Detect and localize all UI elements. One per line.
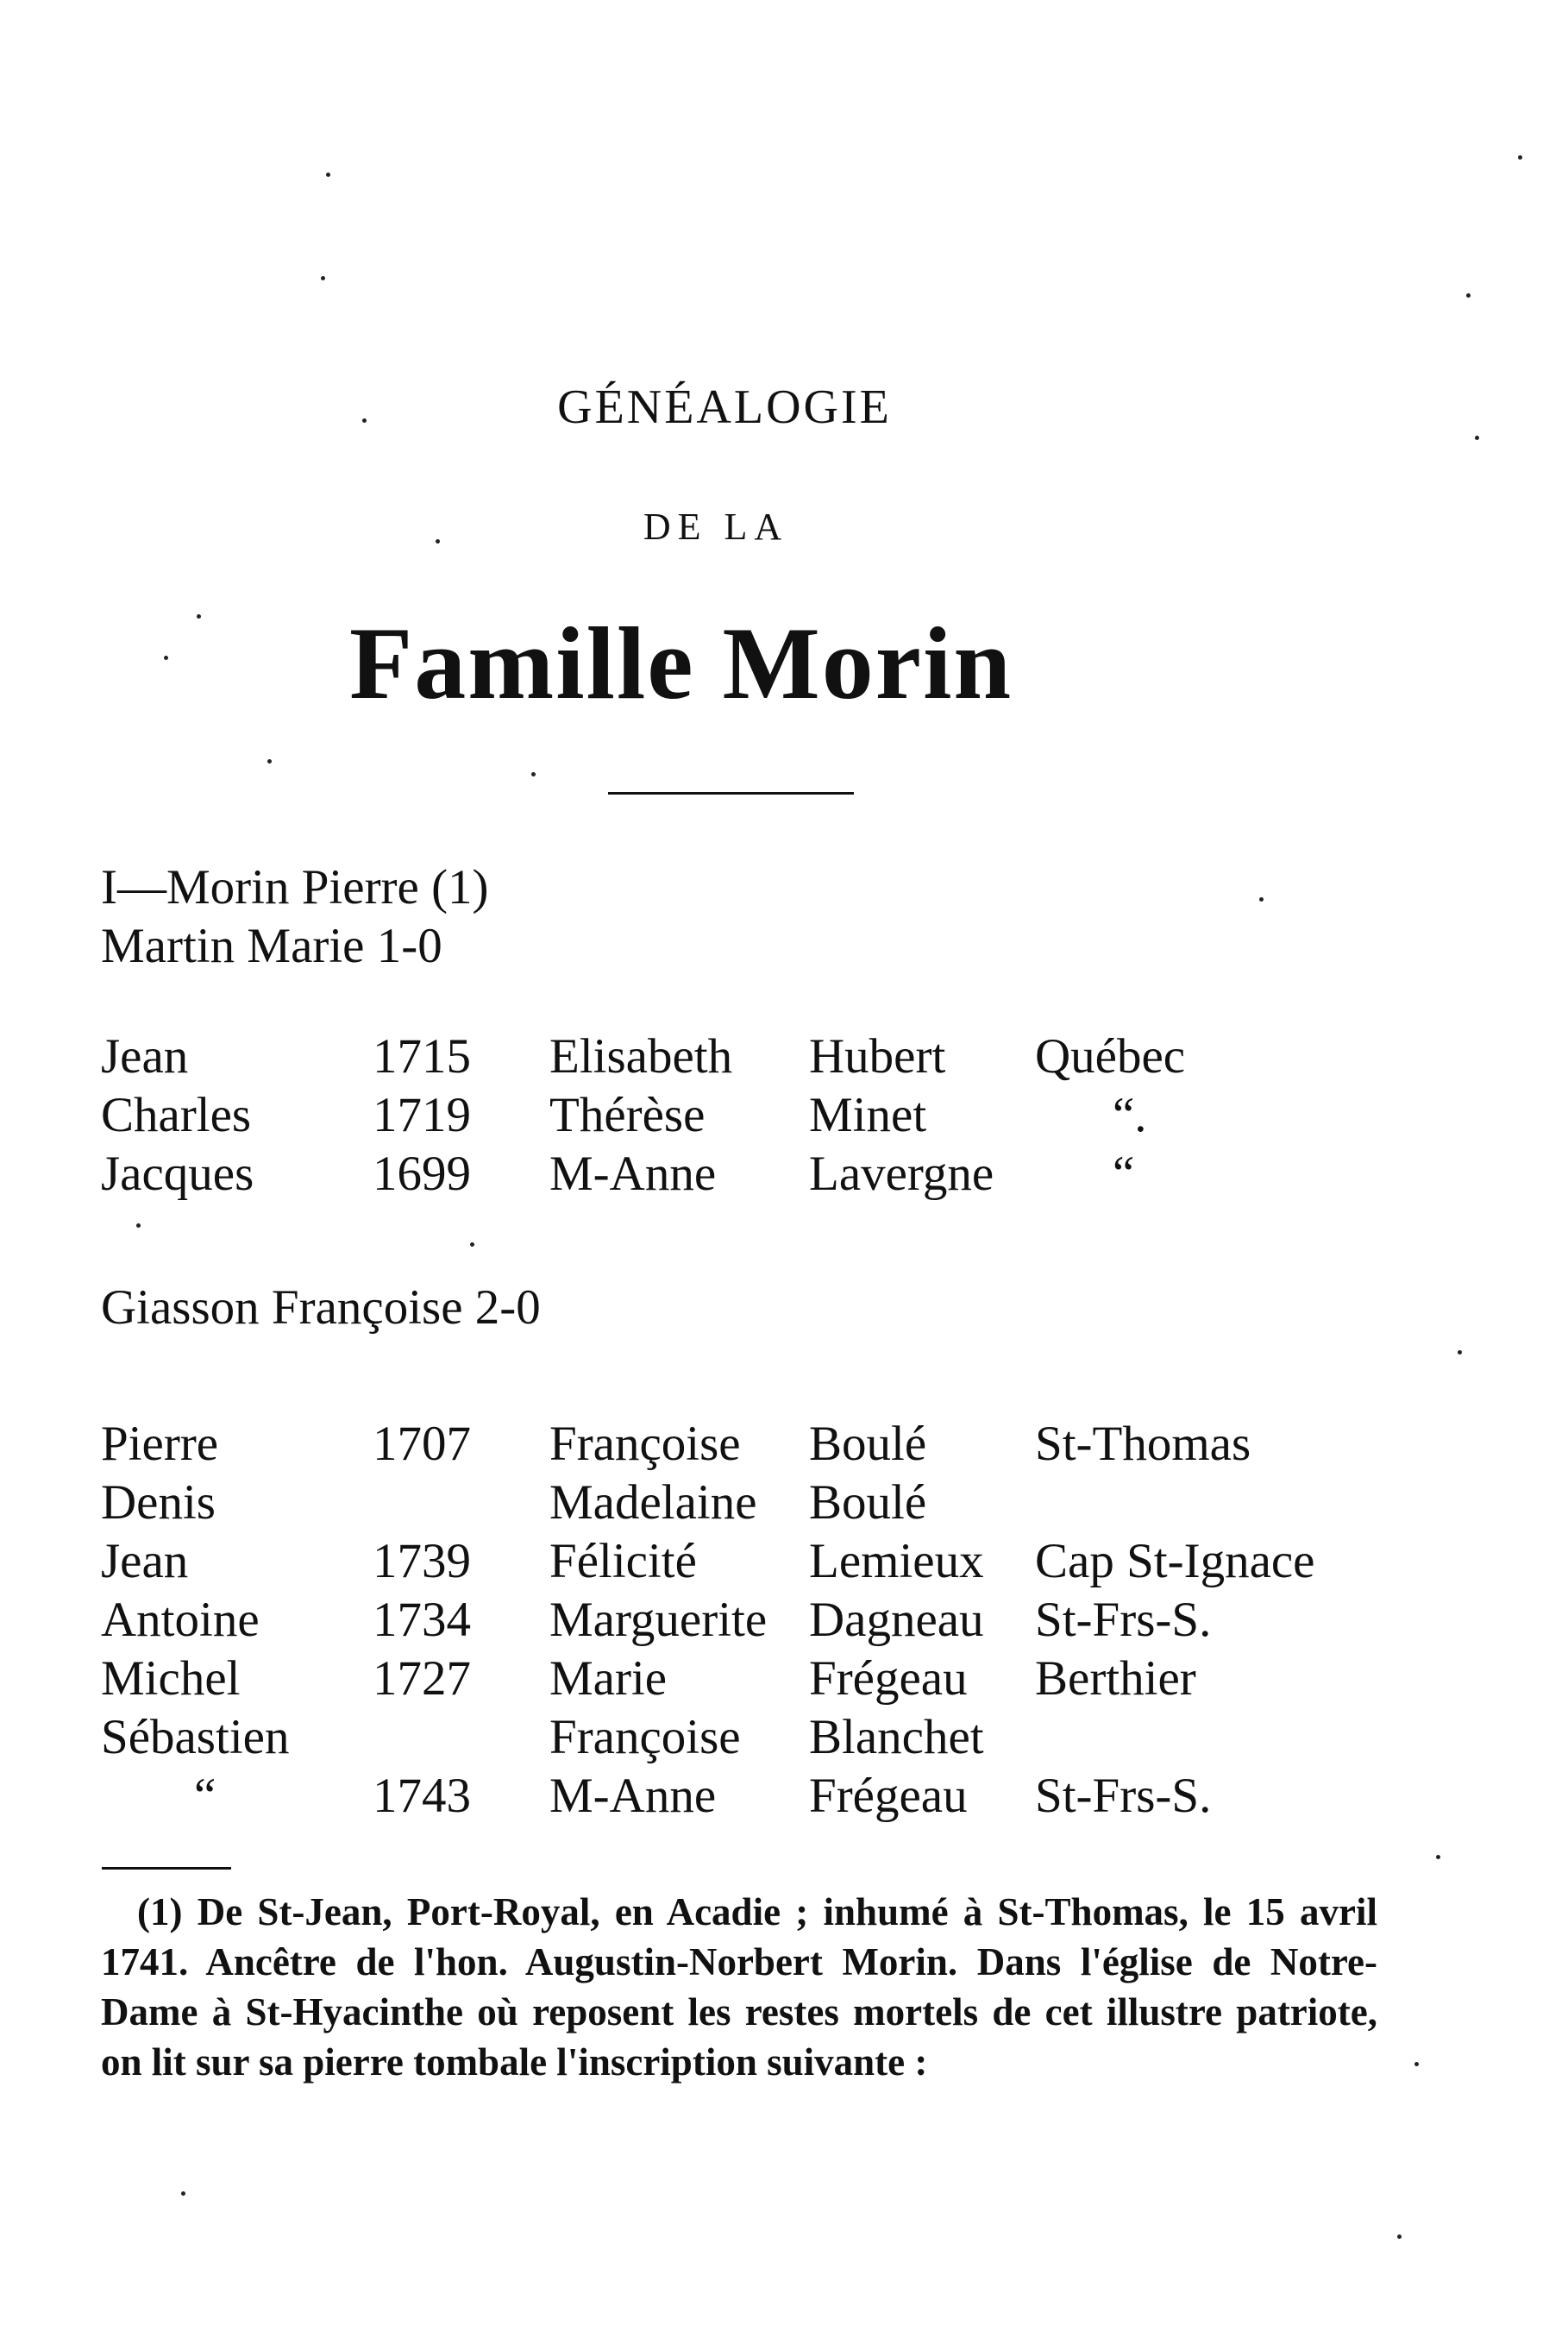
spouse-last-name: Lavergne [809, 1147, 994, 1201]
spouse-first-name: Thérèse [549, 1088, 706, 1142]
child-name: Michel [101, 1651, 241, 1706]
marriage-place: Berthier [1035, 1651, 1196, 1706]
marriage-year: 1734 [373, 1593, 471, 1647]
marriage-year: 1707 [373, 1417, 471, 1471]
spouse-last-name: Hubert [809, 1029, 946, 1084]
table-row [0, 1595, 1568, 1652]
spouse-last-name: Boulé [809, 1475, 927, 1530]
spouse-last-name: Minet [809, 1088, 927, 1142]
scan-speck [164, 656, 168, 660]
marriage-place: St-Thomas [1035, 1417, 1251, 1471]
scan-speck [1475, 436, 1479, 440]
spouse-last-name: Dagneau [809, 1593, 984, 1647]
table-row [0, 1475, 1568, 1535]
marriage-place: “. [1113, 1088, 1147, 1142]
marriage-year: 1719 [373, 1088, 471, 1142]
marriage-place: “ [1113, 1147, 1135, 1201]
scan-speck [1397, 2235, 1402, 2239]
child-name-ditto: “ [194, 1769, 216, 1823]
scan-speck [362, 418, 367, 423]
scan-speck [267, 759, 272, 764]
spouse-first-name: M-Anne [549, 1769, 717, 1823]
marriage-place: Cap St-Ignace [1035, 1534, 1315, 1588]
child-name: Sébastien [101, 1710, 290, 1764]
scan-speck [1458, 1350, 1462, 1355]
child-name: Charles [101, 1088, 252, 1142]
spouse-first-name: Marguerite [549, 1593, 768, 1647]
table-row [0, 1771, 1568, 1828]
spouse-first-name: Marie [549, 1651, 668, 1706]
heading-de-la: DE LA [643, 506, 789, 548]
child-name: Pierre [101, 1417, 219, 1471]
scan-speck [197, 614, 201, 619]
title-divider [608, 792, 854, 795]
page-title: Famille Morin [349, 606, 1013, 720]
heading-genealogie: GÉNÉALOGIE [557, 380, 892, 434]
table-row [0, 1419, 1568, 1476]
spouse-last-name: Frégeau [809, 1651, 968, 1706]
spouse-first-name: Félicité [549, 1534, 697, 1588]
footnote-divider [102, 1867, 231, 1870]
table-row [0, 1651, 1568, 1711]
table-row [0, 1710, 1568, 1769]
marriage-year: 1727 [373, 1651, 471, 1706]
spouse-first-name: Madelaine [549, 1475, 757, 1530]
spouse-first-name: Françoise [549, 1417, 741, 1471]
second-marriage-line: Giasson Françoise 2-0 [101, 1280, 541, 1335]
marriage-year: 1743 [373, 1769, 471, 1823]
first-marriage-line: Martin Marie 1-0 [101, 919, 442, 973]
scan-speck [1436, 1855, 1440, 1859]
marriage-year: 1699 [373, 1147, 471, 1201]
scan-speck [181, 2191, 185, 2196]
scan-speck [470, 1242, 474, 1247]
marriage-place: St-Frs-S. [1035, 1769, 1212, 1823]
child-name: Jean [101, 1029, 189, 1084]
child-name: Jean [101, 1534, 189, 1588]
generation-header: I—Morin Pierre (1) [101, 860, 489, 915]
table-row [0, 1149, 1568, 1206]
child-name: Antoine [101, 1593, 260, 1647]
spouse-last-name: Blanchet [809, 1710, 984, 1764]
scan-speck [326, 173, 330, 177]
scan-speck [1414, 2062, 1419, 2066]
scan-speck [531, 772, 536, 776]
spouse-last-name: Lemieux [809, 1534, 984, 1588]
marriage-place: Québec [1035, 1029, 1186, 1084]
table-row [0, 1534, 1568, 1593]
spouse-last-name: Frégeau [809, 1769, 968, 1823]
scan-speck [136, 1223, 141, 1228]
marriage-year: 1739 [373, 1534, 471, 1588]
footnote: (1) De St-Jean, Port-Royal, en Acadie ; inhumé à St-Thomas, le 15 avril 1741. Ancêtre de l'hon. Augustin-Norbert Morin. Dans l'église de Notre-Dame à St-Hyacinthe où reposent les restes mortels de cet illustre patriote, on lit sur sa pierre tombale l'inscription suivante : [101, 1890, 1377, 2084]
scan-speck [1518, 155, 1522, 160]
spouse-first-name: M-Anne [549, 1147, 717, 1201]
child-name: Denis [101, 1475, 216, 1530]
scan-speck [1466, 293, 1471, 298]
table-row [0, 1088, 1568, 1147]
scan-speck [436, 539, 440, 544]
marriage-year: 1715 [373, 1029, 471, 1084]
child-name: Jacques [101, 1147, 254, 1201]
spouse-first-name: Françoise [549, 1710, 741, 1764]
marriage-place: St-Frs-S. [1035, 1593, 1212, 1647]
spouse-last-name: Boulé [809, 1417, 927, 1471]
spouse-first-name: Elisabeth [549, 1029, 733, 1084]
table-row [0, 1029, 1568, 1089]
scan-speck [321, 276, 325, 280]
scan-speck [1259, 897, 1264, 902]
